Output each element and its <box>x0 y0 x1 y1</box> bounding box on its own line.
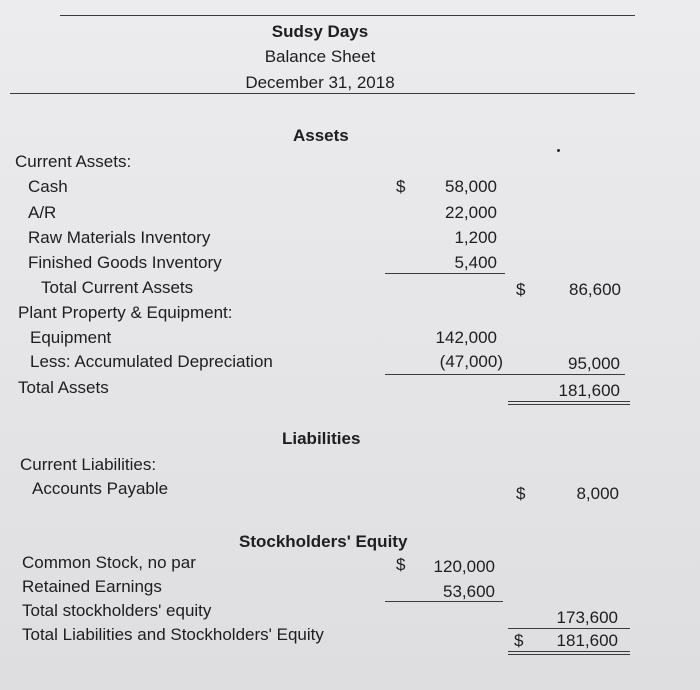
total-current-assets-currency: $ <box>516 280 526 299</box>
depreciation-label: Less: Accumulated Depreciation <box>30 352 273 371</box>
statement-date: December 31, 2018 <box>245 73 395 92</box>
total-assets-double-rule <box>508 401 630 405</box>
accounts-payable-currency: $ <box>516 484 526 503</box>
total-current-assets-label: Total Current Assets <box>41 278 194 297</box>
finished-goods-amount: 5,400 <box>454 253 497 272</box>
total-equity-amount: 173,600 <box>556 608 618 627</box>
depreciation-amount: (47,000) <box>439 352 503 371</box>
current-assets-rule <box>385 273 505 274</box>
total-equity-label: Total stockholders' equity <box>22 601 212 620</box>
equity-rule <box>385 601 503 602</box>
grand-total-label: Total Liabilities and Stockholders' Equity <box>22 625 324 644</box>
cash-amount: 58,000 <box>445 177 497 196</box>
grand-total-top-rule <box>508 628 630 629</box>
common-stock-currency: $ <box>396 555 406 574</box>
grand-total-currency: $ <box>514 631 524 650</box>
top-rule <box>60 15 635 16</box>
retained-earnings-amount: 53,600 <box>443 582 495 601</box>
common-stock-label: Common Stock, no par <box>22 553 196 572</box>
grand-total-double-rule <box>508 651 630 655</box>
ppe-label: Plant Property & Equipment: <box>18 303 233 322</box>
common-stock-amount: 120,000 <box>433 557 495 576</box>
grand-total-amount: 181,600 <box>556 631 618 650</box>
cash-label: Cash <box>28 177 68 196</box>
current-assets-label: Current Assets: <box>15 152 132 171</box>
total-assets-label: Total Assets <box>18 378 109 397</box>
accounts-payable-amount: 8,000 <box>576 484 619 503</box>
total-current-assets-amount: 86,600 <box>569 280 621 299</box>
equity-heading: Stockholders' Equity <box>239 532 408 551</box>
company-name: Sudsy Days <box>271 22 369 41</box>
equipment-amount: 142,000 <box>435 328 497 347</box>
total-assets-amount: 181,600 <box>558 381 620 400</box>
assets-heading: Assets <box>293 126 349 145</box>
ar-label: A/R <box>28 203 57 222</box>
cash-currency: $ <box>396 177 406 196</box>
net-equipment-amount: 95,000 <box>568 354 620 373</box>
retained-earnings-label: Retained Earnings <box>22 577 162 596</box>
statement-title: Balance Sheet <box>264 47 376 66</box>
raw-materials-label: Raw Materials Inventory <box>28 228 211 247</box>
equipment-label: Equipment <box>30 328 112 347</box>
accounts-payable-label: Accounts Payable <box>32 479 169 498</box>
stray-mark <box>557 149 560 152</box>
ar-amount: 22,000 <box>445 203 497 222</box>
current-liabilities-label: Current Liabilities: <box>20 455 157 474</box>
header-rule <box>10 93 635 94</box>
finished-goods-label: Finished Goods Inventory <box>28 253 222 272</box>
raw-materials-amount: 1,200 <box>454 228 497 247</box>
equipment-rule <box>385 374 625 375</box>
liabilities-heading: Liabilities <box>282 429 361 448</box>
